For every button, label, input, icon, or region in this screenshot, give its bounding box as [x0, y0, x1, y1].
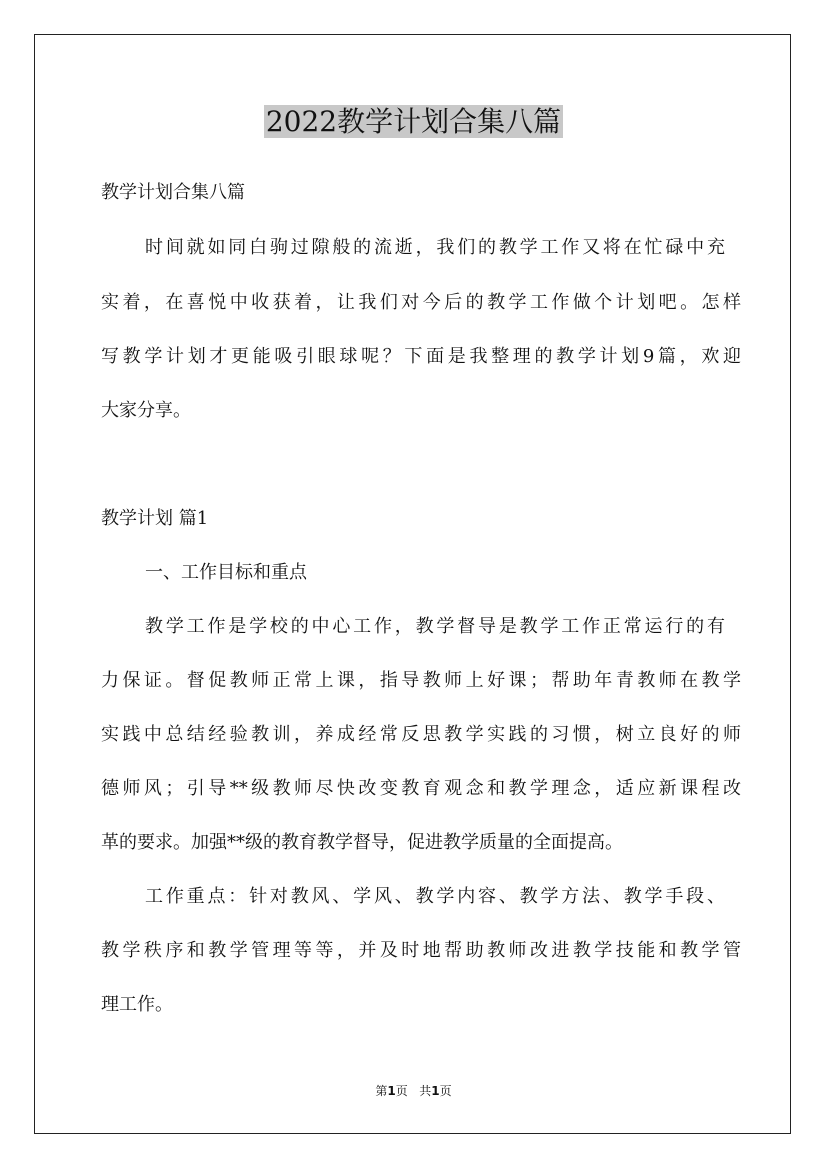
intro-line-3: 写教学计划才更能吸引眼球呢？下面是我整理的教学计划9篇，欢迎 — [101, 346, 741, 367]
subsection-heading: 一、工作目标和重点 — [145, 562, 307, 583]
intro-line-4: 大家分享。 — [101, 400, 191, 421]
para1-line-4: 德师风；引导**级教师尽快改变教育观念和教学理念，适应新课程改 — [101, 778, 741, 799]
para2-line-2: 教学秩序和教学管理等等，并及时地帮助教师改进教学技能和教学管 — [101, 940, 741, 961]
section-heading: 教学计划 篇1 — [101, 508, 209, 529]
para2-line-1: 工作重点：针对教风、学风、教学内容、教学方法、教学手段、 — [145, 886, 725, 907]
para1-line-5: 革的要求。加强**级的教育教学督导，促进教学质量的全面提高。 — [101, 832, 623, 853]
page-total: 共1页 — [419, 1084, 452, 1098]
para1-line-2: 力保证。督促教师正常上课，指导教师上好课；帮助年青教师在教学 — [101, 670, 741, 691]
para1-line-3: 实践中总结经验教训，养成经常反思教学实践的习惯，树立良好的师 — [101, 724, 741, 745]
document-subtitle: 教学计划合集八篇 — [101, 182, 245, 203]
page-footer — [0, 1082, 827, 1100]
intro-line-2: 实着，在喜悦中收获着，让我们对今后的教学工作做个计划吧。怎样 — [101, 292, 741, 313]
document-title: 2022教学计划合集八篇 — [265, 105, 562, 138]
para1-line-1: 教学工作是学校的中心工作，教学督导是教学工作正常运行的有 — [145, 616, 725, 637]
page-number: 第1页 — [375, 1084, 408, 1098]
para2-line-3: 理工作。 — [101, 994, 173, 1015]
intro-line-1: 时间就如同白驹过隙般的流逝，我们的教学工作又将在忙碌中充 — [145, 237, 725, 258]
